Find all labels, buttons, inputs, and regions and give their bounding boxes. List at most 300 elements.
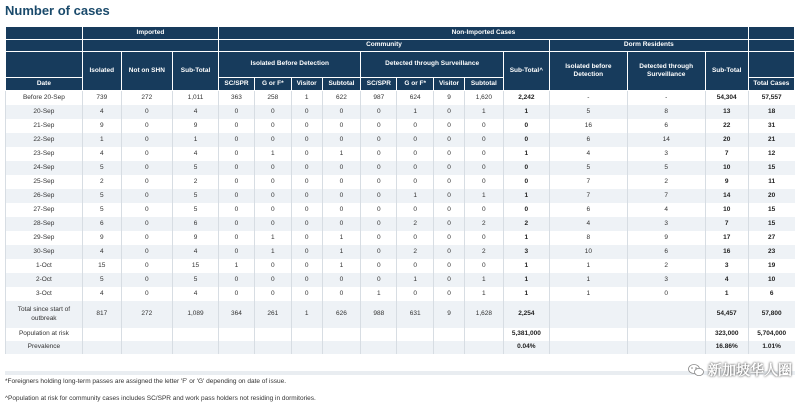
- table-cell: 0: [219, 245, 255, 259]
- table-cell: 2: [397, 245, 434, 259]
- table-cell: 0: [397, 119, 434, 133]
- table-cell: 0: [121, 105, 172, 119]
- table-cell: 3: [503, 245, 549, 259]
- table-cell: 18: [748, 105, 794, 119]
- table-cell: 0: [121, 287, 172, 301]
- table-cell: 1: [254, 245, 291, 259]
- table-cell: 4: [82, 147, 121, 161]
- header-dorm: Dorm Residents: [549, 40, 748, 52]
- table-cell: 0: [254, 259, 291, 273]
- table-cell: 5: [549, 105, 627, 119]
- table-cell: 0: [322, 105, 361, 119]
- table-cell: 272: [121, 301, 172, 328]
- table-cell: 2: [503, 217, 549, 231]
- table-cell: 31: [748, 119, 794, 133]
- table-cell: 0: [291, 133, 322, 147]
- table-cell: 0: [434, 287, 465, 301]
- population-label: Population at risk: [6, 328, 83, 341]
- table-cell: 4: [172, 245, 218, 259]
- table-cell: 4: [82, 105, 121, 119]
- table-cell: 0: [397, 231, 434, 245]
- table-cell: 0: [121, 203, 172, 217]
- table-body: [6, 91, 795, 355]
- header-subtotal-1: Subtotal: [322, 78, 361, 91]
- table-cell: 8: [549, 231, 627, 245]
- header-community-subtotal: Sub-Total^: [503, 52, 549, 91]
- table-cell: 13: [705, 105, 748, 119]
- table-cell: 4: [172, 287, 218, 301]
- table-cell: 16: [549, 119, 627, 133]
- table-cell: 261: [254, 301, 291, 328]
- table-cell: 57,557: [748, 91, 794, 106]
- table-cell: 0: [397, 259, 434, 273]
- table-cell: 2,254: [503, 301, 549, 328]
- watermark: [688, 360, 792, 380]
- table-cell: 54,457: [705, 301, 748, 328]
- table-cell: 0: [121, 217, 172, 231]
- table-row: [6, 147, 795, 161]
- header-sc-spr-1: SC/SPR: [219, 78, 255, 91]
- table-cell: 1,089: [172, 301, 218, 328]
- table-cell: 9: [627, 231, 705, 245]
- table-cell: 0: [361, 189, 397, 203]
- header-blank-4: [748, 40, 794, 52]
- table-cell: 0: [121, 245, 172, 259]
- table-cell: 0: [361, 203, 397, 217]
- table-cell: 0: [464, 259, 503, 273]
- table-cell: 1: [361, 287, 397, 301]
- table-cell: 1: [254, 231, 291, 245]
- table-cell: 0: [291, 259, 322, 273]
- table-cell: 10: [748, 273, 794, 287]
- table-cell: 21: [748, 133, 794, 147]
- table-cell: 5: [549, 161, 627, 175]
- table-cell: 6: [627, 119, 705, 133]
- table-cell: 0: [291, 273, 322, 287]
- table-cell: 7: [705, 217, 748, 231]
- header-imported: Imported: [82, 27, 218, 40]
- cases-table: [5, 26, 795, 354]
- table-cell: 0: [219, 273, 255, 287]
- table-cell: 0: [361, 231, 397, 245]
- row-date: 26-Sep: [6, 189, 83, 203]
- table-cell: 1: [219, 259, 255, 273]
- table-cell: 0: [254, 133, 291, 147]
- table-cell: 0: [434, 189, 465, 203]
- table-cell: 0: [219, 175, 255, 189]
- table-row: [6, 217, 795, 231]
- table-cell: 0: [627, 287, 705, 301]
- table-cell: 1: [503, 273, 549, 287]
- population-community: 5,381,000: [503, 328, 549, 341]
- table-cell: 1: [549, 273, 627, 287]
- table-cell: 0: [322, 133, 361, 147]
- table-cell: 5: [82, 161, 121, 175]
- table-cell: 2: [464, 217, 503, 231]
- table-cell: 6: [549, 133, 627, 147]
- table-cell: 987: [361, 91, 397, 106]
- header-g-or-f-2: G or F*: [397, 78, 434, 91]
- row-date: 27-Sep: [6, 203, 83, 217]
- table-cell: 0: [503, 175, 549, 189]
- population-row: [6, 328, 795, 341]
- row-date: 22-Sep: [6, 133, 83, 147]
- table-cell: 0: [322, 287, 361, 301]
- table-cell: 0: [121, 189, 172, 203]
- table-cell: 20: [705, 133, 748, 147]
- table-cell: 0: [219, 161, 255, 175]
- table-cell: 12: [748, 147, 794, 161]
- table-cell: 739: [82, 91, 121, 106]
- table-cell: 0: [291, 217, 322, 231]
- header-non-imported: Non-Imported Cases: [219, 27, 749, 40]
- table-cell: 5: [627, 161, 705, 175]
- row-date: 30-Sep: [6, 245, 83, 259]
- table-cell: 1: [503, 287, 549, 301]
- table-cell: 15: [748, 161, 794, 175]
- table-cell: 2: [627, 259, 705, 273]
- table-cell: 15: [748, 203, 794, 217]
- table-cell: 16: [705, 245, 748, 259]
- table-cell: 0: [322, 217, 361, 231]
- table-cell: 1: [549, 287, 627, 301]
- table-cell: 0: [361, 161, 397, 175]
- table-cell: 3: [627, 217, 705, 231]
- table-cell: 0: [322, 161, 361, 175]
- row-date: 1-Oct: [6, 259, 83, 273]
- table-cell: 1: [397, 273, 434, 287]
- table-cell: 0: [291, 203, 322, 217]
- table-cell: 1: [464, 189, 503, 203]
- table-cell: 0: [503, 133, 549, 147]
- table-cell: 0: [291, 161, 322, 175]
- table-cell: 0: [434, 147, 465, 161]
- table-cell: -: [627, 91, 705, 106]
- table-cell: 0: [397, 147, 434, 161]
- table-row: [6, 231, 795, 245]
- header-community: Community: [219, 40, 550, 52]
- table-cell: 0: [121, 133, 172, 147]
- prevalence-dorm: 16.86%: [705, 341, 748, 354]
- table-cell: 15: [748, 217, 794, 231]
- table-cell: 0: [219, 217, 255, 231]
- table-cell: 5: [82, 189, 121, 203]
- table-cell: 0: [397, 161, 434, 175]
- table-cell: 9: [705, 175, 748, 189]
- row-date: 20-Sep: [6, 105, 83, 119]
- header-blank-1: [6, 27, 83, 40]
- prevalence-total: 1.01%: [748, 341, 794, 354]
- table-cell: 0: [361, 259, 397, 273]
- table-cell: 6: [627, 245, 705, 259]
- table-cell: 4: [549, 147, 627, 161]
- population-dorm: 323,000: [705, 328, 748, 341]
- table-cell: 7: [549, 175, 627, 189]
- table-cell: 9: [82, 231, 121, 245]
- table-cell: 0: [322, 189, 361, 203]
- table-cell: 0: [434, 119, 465, 133]
- table-cell: 0: [219, 189, 255, 203]
- table-cell: 2: [464, 245, 503, 259]
- table-cell: 0: [291, 105, 322, 119]
- table-cell: 0: [219, 133, 255, 147]
- table-cell: 5: [82, 203, 121, 217]
- table-cell: 0: [464, 161, 503, 175]
- table-cell: 15: [82, 259, 121, 273]
- table-cell: 4: [549, 217, 627, 231]
- header-sc-spr-2: SC/SPR: [361, 78, 397, 91]
- header-total-cases: Total Cases: [748, 78, 794, 91]
- table-cell: 0: [464, 147, 503, 161]
- table-cell: 363: [219, 91, 255, 106]
- table-cell: 1: [254, 147, 291, 161]
- table-cell: 0: [219, 105, 255, 119]
- table-cell: 0: [397, 133, 434, 147]
- table-cell: 5: [172, 273, 218, 287]
- table-row: [6, 161, 795, 175]
- table-cell: 1: [172, 133, 218, 147]
- table-cell: 6: [82, 217, 121, 231]
- header-dorm-detected: Detected through Surveillance: [627, 52, 705, 91]
- table-cell: 9: [172, 119, 218, 133]
- table-cell: 10: [705, 203, 748, 217]
- table-cell: 1: [322, 147, 361, 161]
- table-cell: 1,628: [464, 301, 503, 328]
- table-cell: 0: [434, 133, 465, 147]
- table-cell: 1: [397, 105, 434, 119]
- table-cell: 3: [627, 273, 705, 287]
- row-date: 21-Sep: [6, 119, 83, 133]
- header-blank-5: [6, 52, 83, 78]
- page-title: Number of cases: [5, 3, 110, 18]
- horizontal-scrollbar[interactable]: [5, 371, 795, 375]
- header-subtotal-2: Subtotal: [464, 78, 503, 91]
- table-row: [6, 259, 795, 273]
- table-row: [6, 203, 795, 217]
- table-cell: 624: [397, 91, 434, 106]
- table-cell: 19: [748, 259, 794, 273]
- table-cell: 4: [82, 287, 121, 301]
- table-cell: 0: [434, 259, 465, 273]
- table-cell: 0: [397, 287, 434, 301]
- table-cell: 0: [397, 203, 434, 217]
- table-cell: 0: [291, 189, 322, 203]
- table-cell: 0: [254, 273, 291, 287]
- table-cell: 14: [705, 189, 748, 203]
- table-cell: 4: [172, 105, 218, 119]
- table-cell: 1: [322, 259, 361, 273]
- table-cell: 0: [322, 175, 361, 189]
- table-cell: 2: [82, 175, 121, 189]
- table-cell: 0: [254, 119, 291, 133]
- header-detected-through-surveillance: Detected through Surveillance: [361, 52, 503, 78]
- footnote-foreigners: *Foreigners holding long-term passes are assigned the letter 'F' or 'G' depending on date of issue.: [5, 378, 287, 385]
- table-cell: 0: [434, 231, 465, 245]
- table-cell: 27: [748, 231, 794, 245]
- table-cell: 7: [705, 147, 748, 161]
- row-date: 29-Sep: [6, 231, 83, 245]
- table-cell: 1: [322, 231, 361, 245]
- header-g-or-f-1: G or F*: [254, 78, 291, 91]
- header-blank-2: [748, 27, 794, 40]
- table-cell: 0: [121, 119, 172, 133]
- table-cell: 0: [291, 119, 322, 133]
- table-cell: 9: [434, 91, 465, 106]
- table-cell: 54,304: [705, 91, 748, 106]
- table-cell: 0: [254, 175, 291, 189]
- total-row: [6, 301, 795, 328]
- header-isolated-before-detection: Isolated Before Detection: [219, 52, 361, 78]
- table-row: [6, 105, 795, 119]
- table-cell: 5: [172, 203, 218, 217]
- table-cell: 5: [172, 161, 218, 175]
- header-not-on-shn: Not on SHN: [121, 52, 172, 91]
- table-cell: 6: [549, 203, 627, 217]
- table-cell: 4: [172, 147, 218, 161]
- table-cell: 1,011: [172, 91, 218, 106]
- table-cell: 2,242: [503, 91, 549, 106]
- table-cell: 23: [748, 245, 794, 259]
- table-cell: 0: [322, 273, 361, 287]
- row-date: 23-Sep: [6, 147, 83, 161]
- table-cell: 0: [434, 203, 465, 217]
- table-cell: 1: [322, 245, 361, 259]
- table-cell: [627, 301, 705, 328]
- table-cell: 1: [464, 287, 503, 301]
- table-cell: 22: [705, 119, 748, 133]
- header-date: Date: [6, 78, 83, 91]
- table-cell: 0: [434, 105, 465, 119]
- table-cell: 1: [503, 189, 549, 203]
- table-cell: 272: [121, 91, 172, 106]
- table-cell: 0: [361, 217, 397, 231]
- table-row: [6, 91, 795, 106]
- table-cell: 988: [361, 301, 397, 328]
- table-cell: 0: [254, 203, 291, 217]
- table-cell: 6: [748, 287, 794, 301]
- table-cell: 10: [705, 161, 748, 175]
- table-row: [6, 119, 795, 133]
- row-date: 25-Sep: [6, 175, 83, 189]
- table-cell: 3: [705, 259, 748, 273]
- table-cell: 0: [322, 203, 361, 217]
- table-cell: 0: [254, 189, 291, 203]
- table-cell: 0: [503, 203, 549, 217]
- header-isolated: Isolated: [82, 52, 121, 91]
- table-cell: 17: [705, 231, 748, 245]
- table-cell: 0: [361, 175, 397, 189]
- table-row: [6, 133, 795, 147]
- table-cell: 3: [627, 147, 705, 161]
- wechat-icon: [688, 363, 704, 377]
- table-cell: 20: [748, 189, 794, 203]
- table-cell: 0: [219, 203, 255, 217]
- table-cell: 1: [291, 301, 322, 328]
- table-row: [6, 273, 795, 287]
- table-cell: 10: [549, 245, 627, 259]
- table-cell: 0: [503, 161, 549, 175]
- header-blank-3: [6, 40, 83, 52]
- table-cell: 9: [82, 119, 121, 133]
- table-cell: 0: [121, 161, 172, 175]
- header-imported-subtotal: Sub-Total: [172, 52, 218, 91]
- table-cell: 817: [82, 301, 121, 328]
- prevalence-row: [6, 341, 795, 354]
- footnote-population: ^Population at risk for community cases includes SC/SPR and work pass holders not residing in dormitories.: [5, 395, 316, 402]
- table-row: [6, 175, 795, 189]
- row-date: 2-Oct: [6, 273, 83, 287]
- table-cell: 0: [291, 245, 322, 259]
- table-cell: 8: [627, 105, 705, 119]
- table-cell: 364: [219, 301, 255, 328]
- table-cell: 1: [503, 105, 549, 119]
- table-cell: 1: [464, 273, 503, 287]
- header-blank-imported: [82, 40, 218, 52]
- table-cell: 2: [397, 217, 434, 231]
- table-cell: 0: [361, 105, 397, 119]
- table-cell: 1: [705, 287, 748, 301]
- table-cell: 1: [464, 105, 503, 119]
- table-cell: 1: [397, 189, 434, 203]
- table-cell: 0: [291, 175, 322, 189]
- header-dorm-isolated-before: Isolated before Detection: [549, 52, 627, 91]
- table-cell: 0: [219, 287, 255, 301]
- prevalence-label: Prevalence: [6, 341, 83, 354]
- row-date: 28-Sep: [6, 217, 83, 231]
- table-cell: 0: [291, 147, 322, 161]
- table-cell: 0: [219, 119, 255, 133]
- row-date: Before 20-Sep: [6, 91, 83, 106]
- table-cell: -: [549, 91, 627, 106]
- table-cell: 0: [361, 245, 397, 259]
- table-cell: 258: [254, 91, 291, 106]
- table-cell: 1: [82, 133, 121, 147]
- table-cell: 14: [627, 133, 705, 147]
- table-cell: 0: [291, 231, 322, 245]
- table-cell: 0: [361, 133, 397, 147]
- total-label: Total since start of outbreak: [6, 301, 83, 328]
- table-cell: 0: [397, 175, 434, 189]
- table-cell: 0: [464, 231, 503, 245]
- table-cell: 0: [464, 133, 503, 147]
- table-cell: 631: [397, 301, 434, 328]
- table-cell: 4: [627, 203, 705, 217]
- header-visitor-1: Visitor: [291, 78, 322, 91]
- table-cell: 0: [434, 245, 465, 259]
- table-cell: 0: [254, 217, 291, 231]
- table-cell: 0: [434, 217, 465, 231]
- table-cell: 7: [627, 189, 705, 203]
- table-cell: 0: [464, 203, 503, 217]
- table-cell: 626: [322, 301, 361, 328]
- table-cell: 0: [434, 175, 465, 189]
- table-cell: 0: [121, 273, 172, 287]
- table-row: [6, 245, 795, 259]
- table-cell: 0: [361, 273, 397, 287]
- table-cell: 4: [705, 273, 748, 287]
- table-cell: 6: [172, 217, 218, 231]
- watermark-text: 新加坡华人圈: [708, 362, 792, 378]
- table-cell: 1: [503, 259, 549, 273]
- table-cell: 0: [121, 259, 172, 273]
- table-cell: 7: [549, 189, 627, 203]
- table-cell: 0: [254, 161, 291, 175]
- table-cell: 15: [172, 259, 218, 273]
- table-cell: 9: [434, 301, 465, 328]
- table-cell: 2: [627, 175, 705, 189]
- table-cell: 0: [254, 287, 291, 301]
- header-dorm-subtotal: Sub-Total: [705, 52, 748, 91]
